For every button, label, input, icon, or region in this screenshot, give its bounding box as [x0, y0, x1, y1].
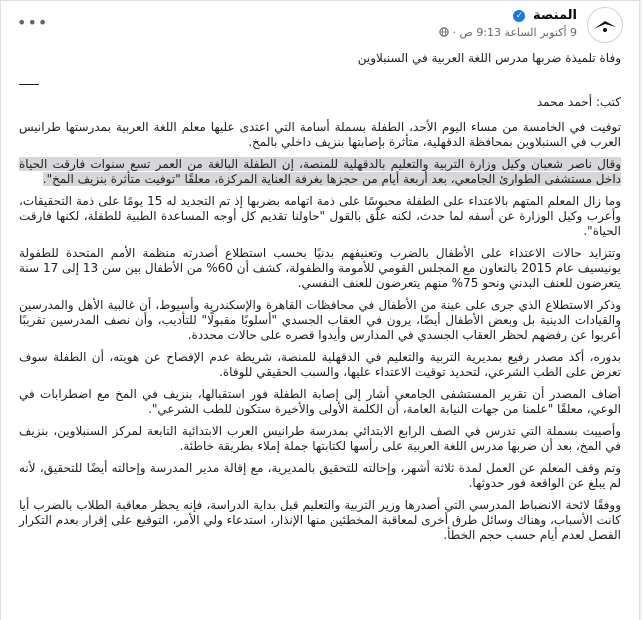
page-avatar[interactable] — [587, 7, 623, 43]
page-name[interactable]: المنصة ✓ — [513, 8, 577, 23]
globe-icon — [439, 27, 449, 37]
paragraph: وما زال المعلم المتهم بالاعتداء على الطفلة محبوسًا على ذمة اتهامه بضربها إذ تم التجديد له 15 يومًا على ذمة التحقيقات، وأعرب وكيل الوزارة عن أسفه لما حدث، لكنه علّق بالقول "حاولنا تقديم كل أوجه المساعدة الطبية للطفلة، لكنها فارقت الحياة". — [19, 194, 621, 238]
post-timestamp[interactable]: 9 أكتوبر الساعة 9:13 ص — [459, 26, 577, 39]
dot-separator: · — [452, 26, 457, 39]
post-body — [19, 45, 621, 550]
paragraph-highlighted — [19, 157, 621, 187]
verified-badge-icon: ✓ — [513, 10, 525, 22]
selected-text: وقال ناصر شعبان وكيل وزارة التربية والتعليم بالدقهلية للمنصة، إن الطفلة البالغة من العمر تسع سنوات فارقت الحياة داخل مستشفى الطوارئ الجامعي، بعد أربعة أيام من حجزها بغرفة العناية المركزة، معلقًا "توفيت متأثرة بنزيف المخ". — [19, 157, 621, 186]
post-title: وفاة تلميذة ضربها مدرس اللغة العربية في السنبلاوين — [357, 51, 621, 65]
paragraph: توفيت في الخامسة من مساء اليوم الأحد، الطفلة بسملة أسامة التي اعتدى عليها معلم اللغة العربية بمدرستها طرانيس العرب في السنبلاوين بمحافظة الدقهلية، متأثرة بإصابتها بنزيف داخلي بالمخ. — [19, 120, 621, 149]
paragraph: بدوره، أكد مصدر رفيع بمديرية التربية والتعليم في الدقهلية للمنصة، شريطة عدم الإفصاح عن هويته، أن الطفلة سوف تعرض على الطب الشرعي، لتحديد توقيت الاعتداء عليها، والسبب الحقيقي للوفاة. — [19, 350, 621, 379]
post-author: كتب: أحمد محمد — [536, 95, 621, 109]
paragraph: وأصيبت بسملة التي تدرس في الصف الرابع الابتدائي بمدرسة طرانيس العرب الابتدائية التابعة لمركز السنبلاوين، بنزيف في المخ، بعد أن ضربها مدرس اللغة العربية على رأسها لكتابتها جملة إملاء بطريقة خاطئة. — [19, 424, 621, 453]
paragraph: وذكر الاستطلاع الذي جرى على عينة من الأطفال في محافظات القاهرة والإسكندرية وأسيوط، أن غالبية الأهل والمدرسين والقيادات الدينية بل وبعض الأطفال أيضًا، يرون في العقاب الجسدي "أسلوبًا مقبولًا" للتأديب، وأن نصف المدرسين تقريبًا أعربوا عن رفضهم لحظر العقاب الجسدي في المدارس وأيدوا قصره على حالات محددة. — [19, 298, 621, 342]
paragraph: وتتزايد حالات الاعتداء على الأطفال بالضرب وتعنيفهم بدنيًا بحسب استطلاع أصدرته منظمة الأمم المتحدة للطفولة يونيسيف عام 2015 بالتعاون مع المجلس القومي للأمومة والطفولة، كشف أن 60% من الأطفال بين سن 13 إلى 17 سنة يتعرضون للعنف البدني ونحو 75% منهم يتعرضون للعنف النفسي. — [19, 246, 621, 290]
post-header — [17, 7, 623, 45]
more-options-icon[interactable]: ••• — [17, 13, 49, 32]
post-meta — [439, 26, 577, 39]
divider-line — [19, 84, 39, 85]
paragraph: أضاف المصدر أن تقرير المستشفى الجامعي أشار إلى إصابة الطفلة فور استقبالها، بنزيف في المخ مع اضطرابات في الوعي، معلقًا "علمنا من جهات النيابة العامة، أن الكلمة الأولى والأخيرة ستكون للطب الشرعي". — [19, 387, 621, 416]
paragraph: وتم وقف المعلم عن العمل لمدة ثلاثة أشهر، وإحالته للتحقيق بالمديرية، مع إقالة مدير المدرسة وإحالته أيضًا للتحقيق، لأنه لم يبلغ عن الواقعة فور حدوثها. — [19, 461, 621, 490]
page-logo-icon — [588, 8, 622, 42]
paragraph: ووفقًا لائحة الانضباط المدرسي التي أصدرها وزير التربية والتعليم قبل بداية الدراسة، فإنه يحظر معاقبة الطلاب بالضرب أيا كانت الأسباب، وهناك وسائل طرق أخرى لمعاقبة المخطئين منها الإنذار، استدعاء ولي الأمر، التوقيع على إقرار بعدم التكرار الفصل لعدم أيام حسب حجم الخطأ. — [19, 498, 621, 542]
